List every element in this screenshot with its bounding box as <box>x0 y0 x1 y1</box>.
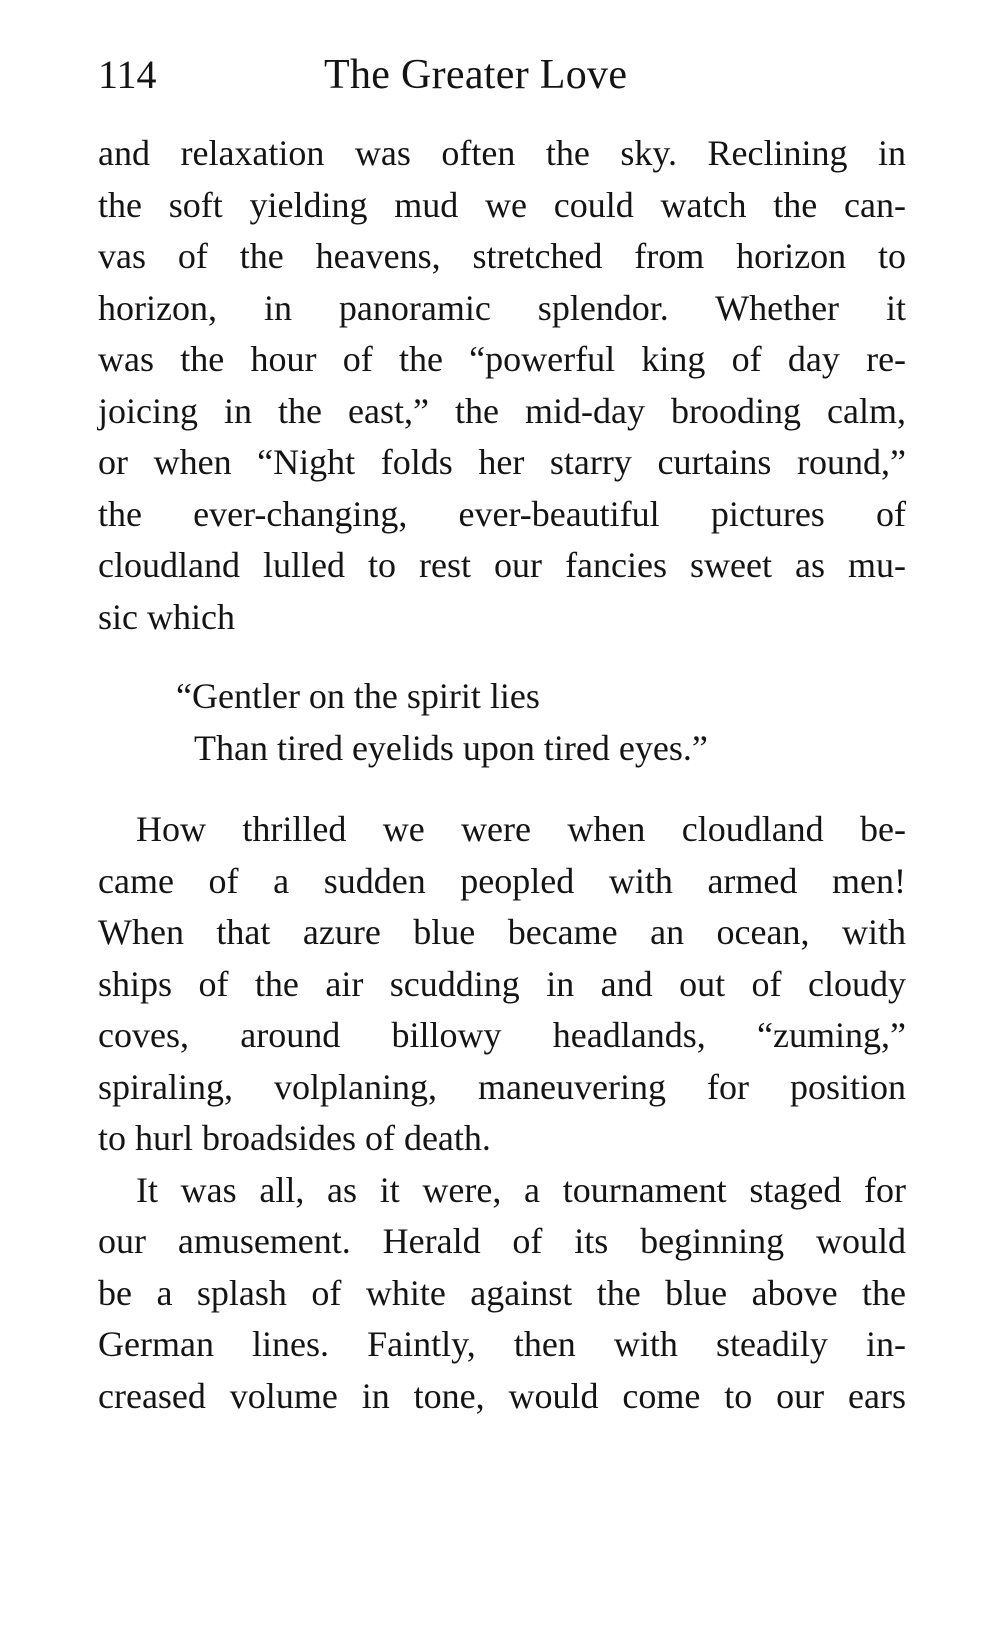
page-header <box>98 44 908 106</box>
text-line: joicing in the east,” the mid-day brooding calm, <box>98 390 906 431</box>
verse-line: “Gentler on the spirit lies <box>176 676 540 716</box>
body-text <box>98 128 906 1422</box>
text-line: or when “Night folds her starry curtains round,” <box>98 442 907 482</box>
text-line: and relaxation was often the sky. Reclining in <box>98 133 906 173</box>
text-line: creased volume in tone, would come to our ears <box>98 1375 906 1416</box>
text-line: be a splash of white against the blue above the <box>98 1272 907 1313</box>
text-line: our amusement. Herald of its beginning would <box>98 1221 906 1261</box>
text-line: vas of the heavens, stretched from horizon to <box>98 236 907 276</box>
text-line: came of a sudden peopled with armed men! <box>98 860 906 901</box>
text-line: How thrilled we were when cloudland be- <box>136 809 907 849</box>
running-title: The Greater Love <box>324 52 628 98</box>
verse-quotation <box>98 671 906 774</box>
text-line: the soft yielding mud we could watch the can- <box>98 184 906 225</box>
text-line: ships of the air scudding in and out of cloudy <box>98 963 906 1004</box>
paragraph-3 <box>98 1165 906 1423</box>
text-line: When that azure blue became an ocean, with <box>98 912 906 952</box>
paragraph-2 <box>98 804 906 1165</box>
text-line: coves, around billowy headlands, “zuming,” <box>98 1015 906 1055</box>
text-line: cloudland lulled to rest our fancies sweet as mu- <box>98 545 907 585</box>
verse-line: Than tired eyelids upon tired eyes.” <box>194 727 708 768</box>
text-line: spiraling, volplaning, maneuvering for position <box>98 1066 907 1107</box>
text-line: was the hour of the “powerful king of day re- <box>98 339 907 379</box>
text-line: horizon, in panoramic splendor. Whether it <box>98 287 907 328</box>
text-line: the ever-changing, ever-beautiful pictures of <box>98 493 906 534</box>
text-line: sic which <box>98 596 235 637</box>
paragraph-1 <box>98 128 906 643</box>
page-number: 114 <box>98 52 157 97</box>
text-line: to hurl broadsides of death. <box>98 1118 491 1158</box>
text-line: German lines. Faintly, then with steadily in- <box>98 1324 906 1364</box>
text-line: It was all, as it were, a tournament staged for <box>136 1169 906 1210</box>
